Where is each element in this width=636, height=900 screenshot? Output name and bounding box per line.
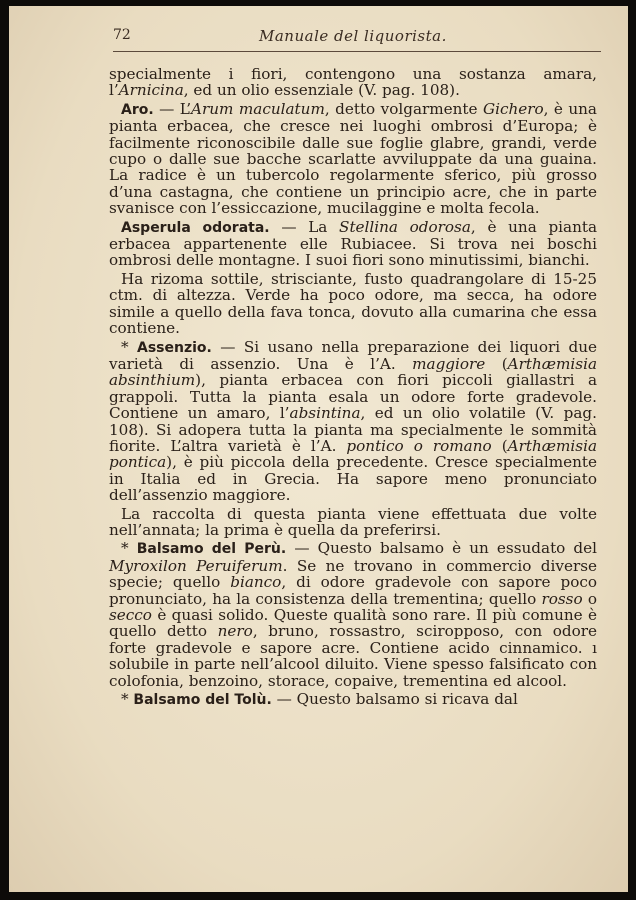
body-text xyxy=(109,66,597,710)
italic-term: pontico o romano xyxy=(346,436,492,455)
entry-heading: Asperula odorata. xyxy=(121,219,270,236)
book-page xyxy=(9,6,628,892)
italic-term: absintina xyxy=(289,404,361,423)
text-run: , ed un olio essenziale (V. pag. 108). xyxy=(183,81,460,100)
italic-term: Arthæmisia absinthium xyxy=(109,354,597,390)
italic-term: Arnicina xyxy=(118,81,184,100)
italic-term: rosso xyxy=(541,589,583,608)
text-run: ), è più piccola della precedente. Cresce specialmente in Italia ed in Grecia. Ha sapore meno pronunciato dell’assenzio maggiore. xyxy=(109,453,597,505)
italic-term: Arum maculatum xyxy=(191,99,325,118)
text-run: è quasi solido. Queste qualità sono rare. Il più comune è quello detto xyxy=(109,606,597,641)
text-run: specialmente i fiori, contengono una sostanza amara, l’ xyxy=(109,65,597,100)
paragraph-p2 xyxy=(109,219,597,269)
italic-term: secco xyxy=(109,606,152,624)
italic-term: bianco xyxy=(230,573,282,592)
paragraph-p3 xyxy=(109,271,597,337)
page-number: 72 xyxy=(113,27,131,43)
text-run: . Se ne trovano in commercio diverse specie; quello xyxy=(109,556,598,592)
text-run: * xyxy=(121,690,134,709)
text-run: , bruno, rossastro, sciropposo, con odore forte gradevole e sapore acre. Contiene acido cinnamico. ı solubile in parte nell’alcool diluito. Viene spesso falsificato con colofonia, benzoino, storace, copaive, trementina ed alcool. xyxy=(109,622,597,690)
header-rule xyxy=(113,51,601,52)
running-title: Manuale del liquorista. xyxy=(259,27,447,45)
paragraph-p6 xyxy=(109,540,597,689)
page-header xyxy=(113,25,599,49)
paragraph-p7 xyxy=(109,691,597,708)
entry-heading: Aro. xyxy=(121,101,154,118)
text-run: Ha rizoma sottile, strisciante, fusto quadrangolare di 15-25 ctm. di altezza. Verde ha poco odore, ma secca, ha odore simile a quello della fava tonca, dovuto alla cumarina che essa contiene. xyxy=(109,269,597,338)
text-run: , è una pianta erbacea appartenente elle Rubiacee. Si trova nei boschi ombrosi delle montagne. I suoi fiori sono minutissimi, bianchi. xyxy=(109,217,598,270)
paragraph-p5 xyxy=(109,506,597,539)
text-run: , è una pianta erbacea, che cresce nei luoghi ombrosi d’Europa; è facilmente riconoscibile dalle sue foglie glabre, grandi, verde cupo o dalle sue bacche scarlatte avviluppate da una guaina. La radice è un tubercolo regolarmente sferico, più grosso d’una castagna, che contiene un principio acre, che in parte svanisce con l’essiccazione, mucilaggine e molta fecola. xyxy=(109,99,597,218)
paragraph-p0 xyxy=(109,66,597,99)
text-run: — La xyxy=(269,217,340,236)
text-run: , ed un olio volatile (V. pag. 108). Si adopera tutta la pianta ma specialmente le sommità fiorite. L’altra varietà è l’A. xyxy=(109,404,597,455)
text-run: — Si usano nella preparazione dei liquori due varietà di assenzio. Una è l’A. xyxy=(109,337,597,373)
italic-term: Stellina odorosa xyxy=(339,217,471,236)
text-run: La raccolta di questa pianta viene effettuata due volte nell’annata; la prima è quella da preferirsi. xyxy=(109,504,597,539)
text-run: o xyxy=(582,589,597,608)
paragraph-p4 xyxy=(109,339,597,504)
italic-term: nero xyxy=(217,622,253,641)
text-run: — Questo balsamo si ricava dal xyxy=(271,690,518,709)
text-run: ( xyxy=(485,354,508,373)
text-run: , di odore gradevole con sapore poco pronunciato, ha la consistenza della trementina; quello xyxy=(109,573,597,608)
text-run: — L’ xyxy=(153,99,192,118)
text-run: — Questo balsamo è un essudato del xyxy=(286,539,598,558)
entry-heading: Balsamo del Perù. xyxy=(136,541,287,558)
text-run: ), pianta erbacea con fiori piccoli giallastri a grappoli. Tutta la pianta esala un odore forte gradevole. Contiene un amaro, l’ xyxy=(109,371,597,423)
italic-term: maggiore xyxy=(412,354,486,373)
italic-term: Gichero xyxy=(482,99,544,118)
italic-term: Arthæmisia pontica xyxy=(109,436,597,472)
italic-term: Myroxilon Peruiferum xyxy=(109,556,283,575)
entry-heading: Assenzio. xyxy=(137,339,212,356)
paragraph-p1 xyxy=(109,101,597,217)
text-run: ( xyxy=(491,436,508,455)
text-run: * xyxy=(121,337,137,356)
text-run: , detto volgarmente xyxy=(324,99,483,118)
text-run: * xyxy=(121,539,137,558)
entry-heading: Balsamo del Tolù. xyxy=(133,692,272,709)
